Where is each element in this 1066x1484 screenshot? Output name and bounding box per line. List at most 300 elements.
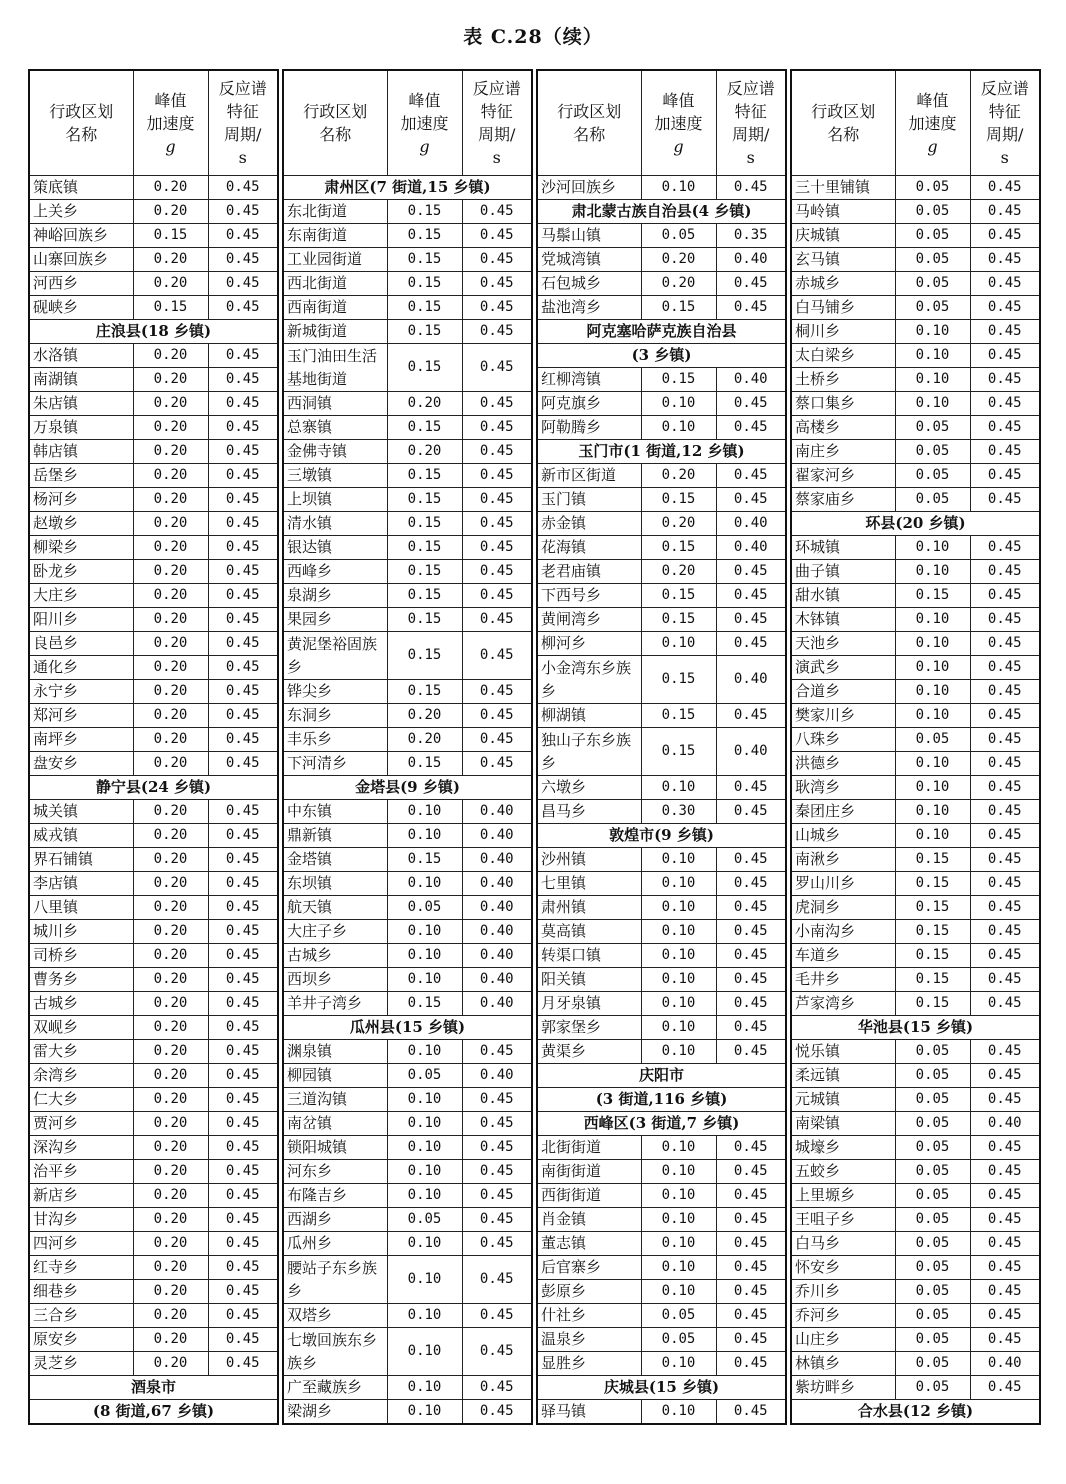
peak-acceleration: 0.10	[895, 800, 970, 824]
peak-acceleration: 0.20	[133, 392, 208, 416]
table-row	[283, 464, 532, 488]
table-row	[283, 1208, 532, 1232]
peak-acceleration: 0.20	[133, 896, 208, 920]
peak-acceleration: 0.20	[133, 728, 208, 752]
peak-acceleration: 0.15	[387, 488, 462, 512]
region-name: 南岔镇	[283, 1112, 387, 1136]
characteristic-period: 0.45	[208, 608, 278, 632]
table-row	[537, 176, 786, 200]
region-name: 山寨回族乡	[29, 248, 133, 272]
region-name: 卧龙乡	[29, 560, 133, 584]
region-name: 瓜州乡	[283, 1232, 387, 1256]
peak-acceleration: 0.20	[133, 1328, 208, 1352]
characteristic-period: 0.45	[716, 176, 786, 200]
characteristic-period: 0.45	[716, 848, 786, 872]
table-row	[283, 608, 532, 632]
region-name: 朱店镇	[29, 392, 133, 416]
characteristic-period: 0.45	[970, 944, 1040, 968]
table-row	[283, 1136, 532, 1160]
peak-acceleration: 0.10	[895, 824, 970, 848]
region-name: 锁阳城镇	[283, 1136, 387, 1160]
peak-acceleration: 0.15	[895, 872, 970, 896]
characteristic-period: 0.45	[970, 1280, 1040, 1304]
region-name: 金塔镇	[283, 848, 387, 872]
region-name: 上坝镇	[283, 488, 387, 512]
region-name: 石包城乡	[537, 272, 641, 296]
table-row	[537, 536, 786, 560]
characteristic-period: 0.45	[716, 464, 786, 488]
characteristic-period: 0.45	[970, 224, 1040, 248]
header-period-text: s	[492, 148, 501, 167]
characteristic-period: 0.45	[462, 584, 532, 608]
characteristic-period: 0.45	[208, 176, 278, 200]
characteristic-period: 0.45	[716, 800, 786, 824]
table-row	[283, 800, 532, 824]
header-period-text: 周期/	[478, 125, 516, 144]
region-name: 柳园镇	[283, 1064, 387, 1088]
header-period	[970, 70, 1040, 176]
peak-acceleration: 0.15	[387, 536, 462, 560]
group-heading: 金塔县(9 乡镇)	[283, 776, 532, 800]
peak-acceleration: 0.10	[895, 344, 970, 368]
region-name: 洪德乡	[791, 752, 895, 776]
peak-acceleration: 0.20	[133, 176, 208, 200]
region-name: 黄泥堡裕固族乡	[283, 632, 387, 680]
region-name: 温泉乡	[537, 1328, 641, 1352]
group-heading: 合水县(12 乡镇)	[791, 1400, 1040, 1425]
peak-acceleration: 0.15	[133, 296, 208, 320]
region-name: 水洛镇	[29, 344, 133, 368]
peak-acceleration: 0.20	[133, 1280, 208, 1304]
region-name: 鼎新镇	[283, 824, 387, 848]
group-heading-row	[537, 320, 786, 344]
table-row	[537, 704, 786, 728]
peak-acceleration: 0.20	[387, 704, 462, 728]
table-row	[791, 248, 1040, 272]
characteristic-period: 0.45	[462, 320, 532, 344]
table-row	[29, 464, 278, 488]
header-period-text: 特征	[734, 102, 767, 121]
characteristic-period: 0.45	[208, 488, 278, 512]
table-row	[283, 1040, 532, 1064]
region-name: 后官寨乡	[537, 1256, 641, 1280]
table-row	[791, 968, 1040, 992]
table-row	[537, 1136, 786, 1160]
peak-acceleration: 0.15	[895, 920, 970, 944]
table-row	[791, 536, 1040, 560]
table-row	[283, 224, 532, 248]
region-name: 果园乡	[283, 608, 387, 632]
peak-acceleration: 0.15	[895, 848, 970, 872]
group-heading-row	[537, 200, 786, 224]
characteristic-period: 0.45	[462, 1184, 532, 1208]
characteristic-period: 0.45	[716, 776, 786, 800]
characteristic-period: 0.45	[970, 296, 1040, 320]
table-row	[283, 992, 532, 1016]
header-name	[29, 70, 133, 176]
peak-acceleration: 0.15	[387, 464, 462, 488]
region-name: 乔川乡	[791, 1280, 895, 1304]
region-name: 柳河乡	[537, 632, 641, 656]
peak-acceleration: 0.10	[895, 680, 970, 704]
peak-acceleration: 0.10	[387, 944, 462, 968]
peak-acceleration: 0.15	[387, 632, 462, 680]
table-row	[29, 944, 278, 968]
characteristic-period: 0.45	[208, 1208, 278, 1232]
table-row	[283, 272, 532, 296]
table-row	[537, 1208, 786, 1232]
table-row	[537, 224, 786, 248]
header-period	[716, 70, 786, 176]
header-row	[29, 70, 278, 176]
characteristic-period: 0.45	[462, 200, 532, 224]
region-name: 盐池湾乡	[537, 296, 641, 320]
peak-acceleration: 0.05	[895, 416, 970, 440]
region-name: 林镇乡	[791, 1352, 895, 1376]
region-name: 白马铺乡	[791, 296, 895, 320]
peak-acceleration: 0.20	[133, 608, 208, 632]
characteristic-period: 0.40	[970, 1352, 1040, 1376]
table-row	[283, 560, 532, 584]
characteristic-period: 0.45	[208, 896, 278, 920]
region-name: 下河清乡	[283, 752, 387, 776]
characteristic-period: 0.45	[462, 464, 532, 488]
region-name: 红柳湾镇	[537, 368, 641, 392]
peak-acceleration: 0.15	[387, 752, 462, 776]
peak-acceleration: 0.15	[641, 296, 716, 320]
peak-acceleration: 0.10	[641, 968, 716, 992]
table-row	[537, 1184, 786, 1208]
peak-acceleration: 0.05	[895, 488, 970, 512]
table-row	[791, 728, 1040, 752]
peak-acceleration: 0.15	[387, 416, 462, 440]
characteristic-period: 0.45	[462, 1040, 532, 1064]
peak-acceleration: 0.20	[641, 560, 716, 584]
region-name: 月牙泉镇	[537, 992, 641, 1016]
characteristic-period: 0.45	[208, 1160, 278, 1184]
characteristic-period: 0.45	[970, 1376, 1040, 1400]
region-name: 演武乡	[791, 656, 895, 680]
region-name: 黄闸湾乡	[537, 608, 641, 632]
header-period-text: 特征	[226, 102, 259, 121]
characteristic-period: 0.45	[970, 680, 1040, 704]
region-name: 郭家堡乡	[537, 1016, 641, 1040]
characteristic-period: 0.45	[970, 176, 1040, 200]
peak-acceleration: 0.20	[133, 848, 208, 872]
characteristic-period: 0.45	[716, 896, 786, 920]
table-row	[283, 1328, 532, 1376]
region-name: 六墩乡	[537, 776, 641, 800]
characteristic-period: 0.45	[970, 1064, 1040, 1088]
header-pga-text: 加速度	[400, 113, 449, 133]
characteristic-period: 0.40	[462, 968, 532, 992]
header-period-text: 反应谱	[980, 79, 1029, 98]
characteristic-period: 0.40	[716, 248, 786, 272]
region-name: 八珠乡	[791, 728, 895, 752]
peak-acceleration: 0.15	[387, 296, 462, 320]
peak-acceleration: 0.20	[133, 368, 208, 392]
table-row	[791, 488, 1040, 512]
characteristic-period: 0.40	[462, 824, 532, 848]
region-name: 盘安乡	[29, 752, 133, 776]
table-row	[29, 1208, 278, 1232]
table-row	[29, 632, 278, 656]
header-period-text: 反应谱	[218, 79, 267, 98]
table-row	[283, 1088, 532, 1112]
table-row	[791, 1376, 1040, 1400]
characteristic-period: 0.45	[716, 1208, 786, 1232]
characteristic-period: 0.40	[462, 944, 532, 968]
characteristic-period: 0.40	[716, 512, 786, 536]
region-name: 泉湖乡	[283, 584, 387, 608]
characteristic-period: 0.45	[462, 1160, 532, 1184]
peak-acceleration: 0.20	[133, 1352, 208, 1376]
region-name: 彭原乡	[537, 1280, 641, 1304]
region-name: 合道乡	[791, 680, 895, 704]
group-heading-row	[29, 320, 278, 344]
table-row	[283, 872, 532, 896]
peak-acceleration: 0.20	[133, 1208, 208, 1232]
characteristic-period: 0.45	[716, 1328, 786, 1352]
characteristic-period: 0.45	[462, 728, 532, 752]
table-row	[791, 632, 1040, 656]
table-row	[29, 800, 278, 824]
table-row	[283, 1184, 532, 1208]
region-name: 韩店镇	[29, 440, 133, 464]
table-row	[283, 896, 532, 920]
characteristic-period: 0.45	[208, 1304, 278, 1328]
peak-acceleration: 0.20	[133, 1064, 208, 1088]
peak-acceleration: 0.10	[895, 392, 970, 416]
peak-acceleration: 0.05	[895, 1352, 970, 1376]
characteristic-period: 0.45	[716, 1232, 786, 1256]
characteristic-period: 0.45	[970, 1208, 1040, 1232]
characteristic-period: 0.45	[716, 1280, 786, 1304]
peak-acceleration: 0.10	[641, 1208, 716, 1232]
peak-acceleration: 0.10	[387, 800, 462, 824]
group-heading-row	[537, 1376, 786, 1400]
table-row	[537, 464, 786, 488]
peak-acceleration: 0.15	[387, 680, 462, 704]
peak-acceleration: 0.15	[387, 272, 462, 296]
table-row	[791, 1064, 1040, 1088]
peak-acceleration: 0.10	[641, 416, 716, 440]
region-name: 柳湖镇	[537, 704, 641, 728]
characteristic-period: 0.45	[462, 1256, 532, 1304]
characteristic-period: 0.45	[970, 536, 1040, 560]
characteristic-period: 0.45	[208, 440, 278, 464]
peak-acceleration: 0.05	[895, 1280, 970, 1304]
region-name: 西南街道	[283, 296, 387, 320]
peak-acceleration: 0.05	[895, 1232, 970, 1256]
peak-acceleration: 0.10	[387, 920, 462, 944]
region-name: 虎洞乡	[791, 896, 895, 920]
table-row	[791, 992, 1040, 1016]
header-pga-text: g	[927, 136, 938, 156]
region-name: 余湾乡	[29, 1064, 133, 1088]
peak-acceleration: 0.05	[387, 896, 462, 920]
characteristic-period: 0.45	[208, 632, 278, 656]
table-row	[29, 1112, 278, 1136]
region-name: 东北街道	[283, 200, 387, 224]
peak-acceleration: 0.10	[387, 1232, 462, 1256]
table-row	[791, 176, 1040, 200]
characteristic-period: 0.45	[462, 392, 532, 416]
region-name: 土桥乡	[791, 368, 895, 392]
peak-acceleration: 0.10	[641, 872, 716, 896]
characteristic-period: 0.45	[462, 704, 532, 728]
region-name: 古城乡	[283, 944, 387, 968]
table-row	[791, 1160, 1040, 1184]
peak-acceleration: 0.20	[133, 752, 208, 776]
peak-acceleration: 0.15	[895, 896, 970, 920]
region-name: 七墩回族东乡族乡	[283, 1328, 387, 1376]
characteristic-period: 0.35	[716, 224, 786, 248]
characteristic-period: 0.45	[716, 944, 786, 968]
characteristic-period: 0.45	[970, 1232, 1040, 1256]
characteristic-period: 0.45	[208, 1232, 278, 1256]
peak-acceleration: 0.05	[895, 1328, 970, 1352]
table-row	[791, 464, 1040, 488]
header-pga-text: 加速度	[146, 113, 195, 133]
group-heading-row	[791, 1400, 1040, 1425]
peak-acceleration: 0.20	[641, 512, 716, 536]
header-period	[462, 70, 532, 176]
peak-acceleration: 0.20	[133, 1040, 208, 1064]
region-name: 南庄乡	[791, 440, 895, 464]
table-row	[791, 656, 1040, 680]
table-row	[791, 1208, 1040, 1232]
peak-acceleration: 0.10	[895, 752, 970, 776]
group-heading-row	[537, 344, 786, 368]
characteristic-period: 0.45	[716, 1160, 786, 1184]
table-row	[283, 1400, 532, 1425]
characteristic-period: 0.45	[970, 1184, 1040, 1208]
table-row	[791, 272, 1040, 296]
peak-acceleration: 0.20	[133, 272, 208, 296]
table-row	[537, 896, 786, 920]
characteristic-period: 0.45	[462, 608, 532, 632]
table-row	[29, 848, 278, 872]
peak-acceleration: 0.05	[641, 1304, 716, 1328]
region-name: 双岘乡	[29, 1016, 133, 1040]
peak-acceleration: 0.10	[895, 320, 970, 344]
characteristic-period: 0.45	[970, 1136, 1040, 1160]
characteristic-period: 0.40	[716, 368, 786, 392]
table-row	[537, 1256, 786, 1280]
region-name: 罗山川乡	[791, 872, 895, 896]
table-row	[29, 224, 278, 248]
region-name: 原安乡	[29, 1328, 133, 1352]
region-name: 小南沟乡	[791, 920, 895, 944]
group-heading-row	[791, 512, 1040, 536]
characteristic-period: 0.45	[970, 656, 1040, 680]
peak-acceleration: 0.20	[133, 536, 208, 560]
characteristic-period: 0.45	[208, 1088, 278, 1112]
peak-acceleration: 0.05	[387, 1208, 462, 1232]
peak-acceleration: 0.30	[641, 800, 716, 824]
characteristic-period: 0.45	[462, 1304, 532, 1328]
peak-acceleration: 0.15	[387, 512, 462, 536]
region-name: 岳堡乡	[29, 464, 133, 488]
table-row	[29, 1160, 278, 1184]
peak-acceleration: 0.10	[641, 1136, 716, 1160]
table-row	[791, 1304, 1040, 1328]
group-heading: 玉门市(1 街道,12 乡镇)	[537, 440, 786, 464]
header-period-text: 特征	[480, 102, 513, 121]
table-row	[791, 1136, 1040, 1160]
peak-acceleration: 0.15	[387, 992, 462, 1016]
table-row	[791, 1232, 1040, 1256]
characteristic-period: 0.45	[208, 368, 278, 392]
header-period-text: 周期/	[986, 125, 1024, 144]
table-row	[29, 368, 278, 392]
region-name: 王咀子乡	[791, 1208, 895, 1232]
table-row	[29, 296, 278, 320]
region-name: 黄渠乡	[537, 1040, 641, 1064]
header-pga-text: g	[419, 136, 430, 156]
group-heading: 环县(20 乡镇)	[791, 512, 1040, 536]
characteristic-period: 0.40	[462, 848, 532, 872]
characteristic-period: 0.45	[970, 992, 1040, 1016]
characteristic-period: 0.45	[208, 1040, 278, 1064]
characteristic-period: 0.45	[970, 440, 1040, 464]
table-row	[29, 536, 278, 560]
peak-acceleration: 0.10	[387, 1040, 462, 1064]
table-row	[283, 416, 532, 440]
peak-acceleration: 0.05	[641, 1328, 716, 1352]
characteristic-period: 0.45	[462, 344, 532, 392]
group-heading-row	[283, 176, 532, 200]
region-name: 昌马乡	[537, 800, 641, 824]
table-row	[791, 704, 1040, 728]
peak-acceleration: 0.05	[895, 200, 970, 224]
characteristic-period: 0.45	[970, 824, 1040, 848]
region-name: 羊井子湾乡	[283, 992, 387, 1016]
region-name: 古城乡	[29, 992, 133, 1016]
region-name: 玉门镇	[537, 488, 641, 512]
region-name: 樊家川乡	[791, 704, 895, 728]
group-heading: 西峰区(3 街道,7 乡镇)	[537, 1112, 786, 1136]
characteristic-period: 0.45	[716, 1400, 786, 1425]
characteristic-period: 0.45	[970, 1160, 1040, 1184]
table-column-4	[790, 69, 1041, 1425]
characteristic-period: 0.45	[208, 1112, 278, 1136]
peak-acceleration: 0.20	[133, 656, 208, 680]
peak-acceleration: 0.20	[133, 992, 208, 1016]
region-name: 深沟乡	[29, 1136, 133, 1160]
peak-acceleration: 0.20	[133, 344, 208, 368]
table-row	[29, 1016, 278, 1040]
table-row	[29, 512, 278, 536]
table-row	[791, 800, 1040, 824]
peak-acceleration: 0.10	[641, 896, 716, 920]
group-heading: 庆城县(15 乡镇)	[537, 1376, 786, 1400]
header-period-text: 周期/	[224, 125, 262, 144]
peak-acceleration: 0.10	[387, 872, 462, 896]
table-row	[537, 584, 786, 608]
table-row	[283, 248, 532, 272]
table-row	[29, 1088, 278, 1112]
peak-acceleration: 0.10	[387, 1112, 462, 1136]
peak-acceleration: 0.15	[641, 488, 716, 512]
characteristic-period: 0.45	[970, 488, 1040, 512]
characteristic-period: 0.45	[716, 872, 786, 896]
table-row	[29, 344, 278, 368]
region-name: 董志镇	[537, 1232, 641, 1256]
peak-acceleration: 0.15	[641, 728, 716, 776]
characteristic-period: 0.45	[208, 920, 278, 944]
